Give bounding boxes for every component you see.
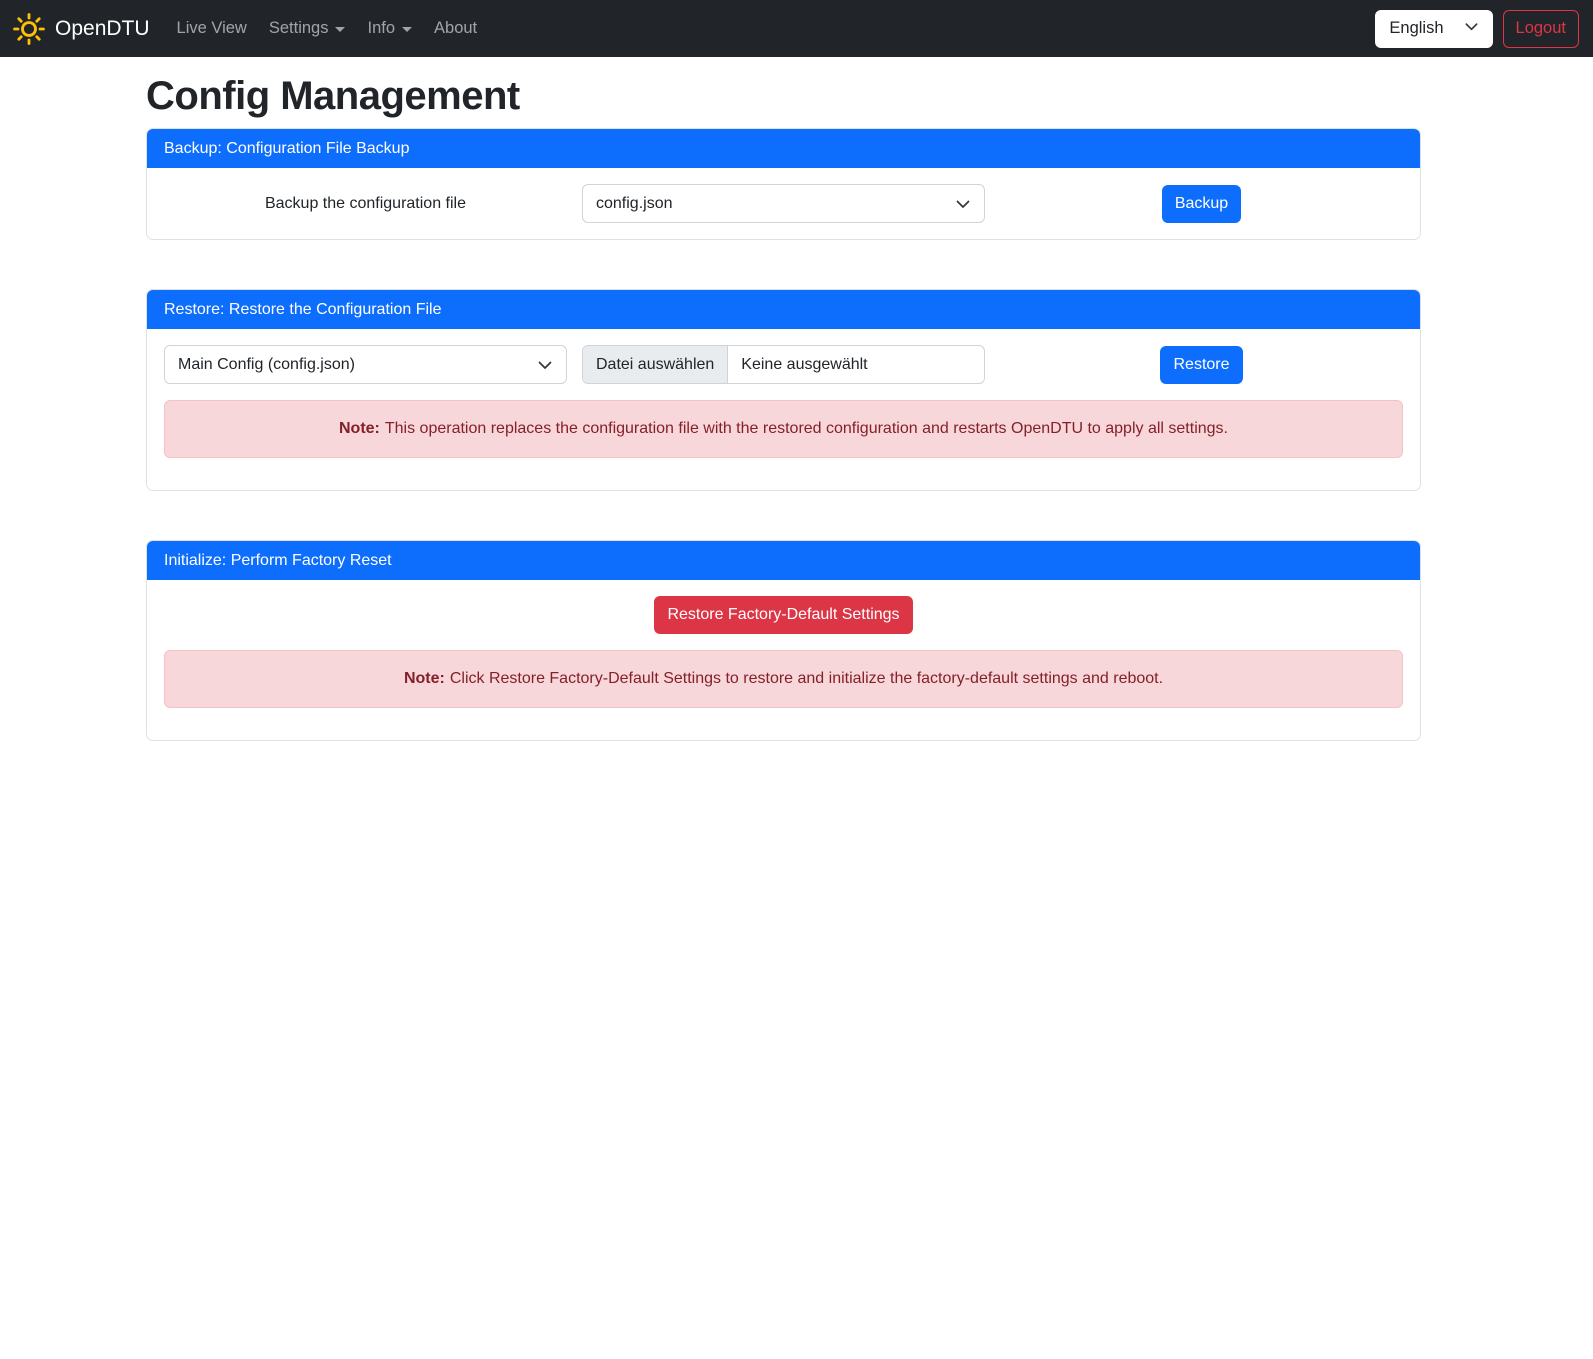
main-content: [146, 74, 1421, 741]
top-navbar: [0, 0, 1593, 57]
backup-card-body: [147, 168, 1420, 239]
restore-card: [146, 289, 1421, 491]
backup-button[interactable]: Backup: [1162, 185, 1241, 223]
note-label: Note:: [338, 420, 380, 437]
backup-card-header: Backup: Configuration File Backup: [147, 129, 1420, 168]
chevron-down-icon: [955, 196, 971, 212]
nav-item-info[interactable]: [356, 11, 423, 46]
factory-reset-card: [146, 540, 1421, 741]
nav-item-info-label: Info: [367, 19, 396, 37]
nav-links: [166, 11, 489, 46]
choose-file-button[interactable]: Datei auswählen: [583, 346, 728, 383]
restore-button[interactable]: Restore: [1160, 346, 1242, 384]
restore-note-alert: [164, 400, 1403, 458]
nav-item-settings[interactable]: [258, 11, 357, 46]
backup-file-label: Backup the configuration file: [264, 194, 466, 212]
restore-card-body: [147, 329, 1420, 490]
language-select[interactable]: [1375, 10, 1492, 48]
caret-down-icon: [402, 27, 412, 32]
nav-item-about-label: About: [434, 19, 478, 37]
navbar-right: [1375, 10, 1581, 48]
restore-card-header: Restore: Restore the Configuration File: [147, 290, 1420, 329]
note-label: Note:: [403, 670, 445, 687]
file-chosen-status: Keine ausgewählt: [741, 355, 868, 373]
brand-link[interactable]: [12, 12, 150, 46]
language-select-value: English: [1389, 19, 1444, 37]
nav-item-live-view-label: Live View: [176, 19, 247, 37]
note-text: Click Restore Factory-Default Settings to restore and initialize the factory-default settings and reboot.: [449, 670, 1164, 687]
factory-reset-card-body: [147, 580, 1420, 740]
restore-file-input[interactable]: [582, 345, 985, 384]
backup-file-select[interactable]: [582, 184, 985, 223]
chevron-down-icon: [537, 357, 553, 373]
factory-reset-note-alert: [164, 650, 1403, 708]
chevron-down-icon: [1464, 19, 1479, 39]
brand-label: OpenDTU: [55, 16, 150, 40]
nav-item-live-view[interactable]: [166, 11, 258, 46]
restore-config-select[interactable]: [164, 345, 567, 384]
note-text: This operation replaces the configuration file with the restored configuration and restarts OpenDTU to apply all settings.: [384, 420, 1228, 437]
restore-config-select-value: Main Config (config.json): [178, 355, 355, 373]
logout-button[interactable]: Logout: [1503, 10, 1579, 48]
factory-reset-card-header: Initialize: Perform Factory Reset: [147, 541, 1420, 580]
nav-item-settings-label: Settings: [268, 19, 329, 37]
factory-reset-button[interactable]: Restore Factory-Default Settings: [654, 596, 912, 634]
caret-down-icon: [335, 27, 345, 32]
nav-item-about[interactable]: [423, 11, 488, 46]
page-title: Config Management: [146, 74, 520, 118]
sun-icon: [12, 12, 46, 46]
backup-file-select-value: config.json: [596, 194, 673, 212]
backup-card: [146, 128, 1421, 240]
